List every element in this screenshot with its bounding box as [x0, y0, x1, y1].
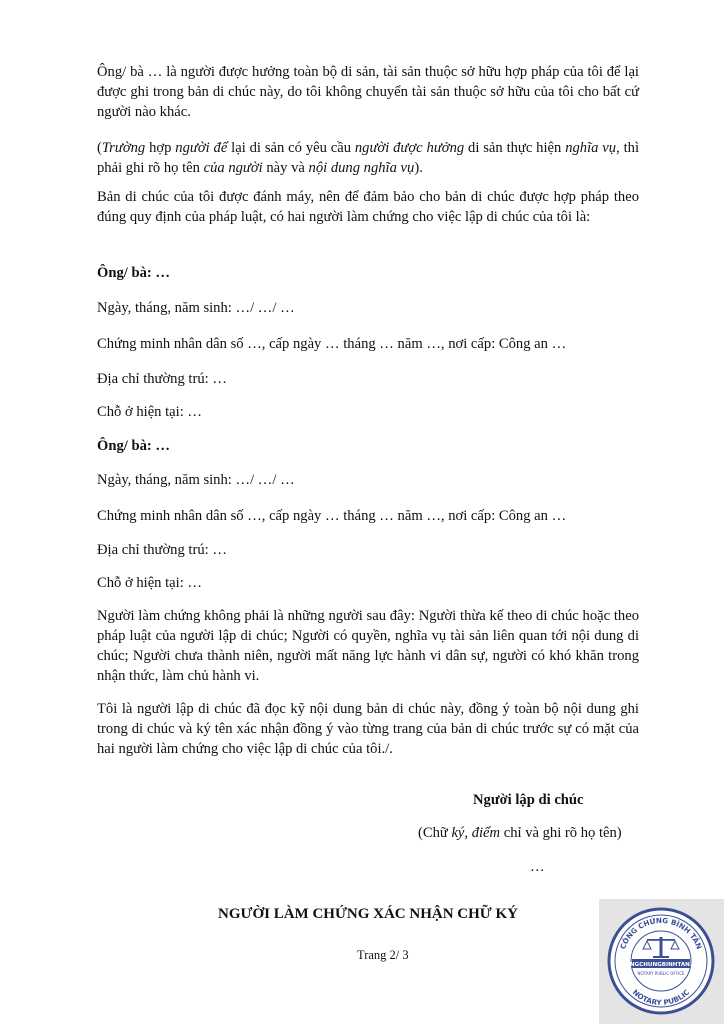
notary-seal-watermark — [599, 899, 724, 1024]
witness2-dob: Ngày, tháng, năm sinh: …/ …/ … — [97, 472, 295, 488]
note-italic: người được hưởng — [354, 140, 465, 156]
testator-signature-note — [418, 823, 622, 843]
note-italic: người để — [175, 140, 228, 156]
witness1-address: Địa chỉ thường trú: … — [97, 371, 227, 387]
note-italic: nội dung nghĩa vụ — [308, 160, 415, 176]
witness2-address: Địa chỉ thường trú: … — [97, 542, 227, 558]
seal-sub: NOTARY PUBLIC OFFICE — [637, 971, 685, 976]
note-text: lại di sản có yêu cầu — [227, 140, 355, 156]
witness1-id: Chứng minh nhân dân số …, cấp ngày … tháng … năm …, nơi cấp: Công an … — [97, 336, 567, 352]
paragraph-typed-will: Bản di chúc của tôi được đánh máy, nên để đảm bảo cho bản di chúc được hợp pháp theo đúng quy định của pháp luật, có hai người làm chứng cho việc lập di chúc của tôi là: — [97, 189, 639, 225]
signature-placeholder: … — [530, 859, 545, 875]
sig-note-text: (Chữ — [418, 825, 452, 841]
note-text: di sản thực hiện — [464, 140, 566, 156]
witness1-dob: Ngày, tháng, năm sinh: …/ …/ … — [97, 300, 295, 316]
seal-top-text: CÔNG CHỨNG BÌNH TÂN — [618, 915, 704, 951]
note-text: ( — [97, 140, 102, 156]
witness2-heading: Ông/ bà: … — [97, 438, 170, 454]
witness-confirmation-heading: NGƯỜI LÀM CHỨNG XÁC NHẬN CHỮ KÝ — [218, 906, 518, 922]
paragraph-testator-confirmation: Tôi là người lập di chúc đã đọc kỹ nội dung bản di chúc này, đồng ý toàn bộ nội dung ghi trong di chúc và ký tên xác nhận đồng ý vào từng trang của bản di chúc trước sự có mặt của hai người làm chứng cho việc lập di chúc của tôi./. — [97, 701, 639, 757]
paragraph-heir: Ông/ bà … là người được hưởng toàn bộ di sản, tài sản thuộc sở hữu hợp pháp của tôi để lại được ghi trong bản di chúc này, do tôi không chuyển tài sản thuộc sở hữu của tôi cho bất cứ người nào khác. — [97, 64, 639, 120]
note-italic: của người — [203, 160, 263, 176]
witness1-heading: Ông/ bà: … — [97, 265, 170, 281]
note-text: , thì phải ghi rõ họ tên — [97, 140, 639, 176]
note-italic: Trường — [101, 140, 146, 156]
sig-note-text: chỉ và ghi rõ họ tên) — [500, 825, 622, 841]
note-text: này và — [262, 160, 309, 176]
witness1-current: Chỗ ở hiện tại: … — [97, 404, 202, 420]
witness2-current: Chỗ ở hiện tại: … — [97, 575, 202, 591]
paragraph-witness-exclusions: Người làm chứng không phải là những người sau đây: Người thừa kế theo di chúc hoặc theo pháp luật của người lập di chúc; Người có quyền, nghĩa vụ tài sản liên quan tới nội dung di chúc; Người chưa thành niên, người mất năng lực hành vi dân sự, người có khó khăn trong nhận thức, làm chủ hành vi. — [97, 608, 639, 684]
note-text: ). — [414, 160, 423, 176]
seal-site: CONGCHUNGBINHTAN.VN — [621, 962, 701, 968]
paragraph-obligation-note — [97, 138, 639, 178]
note-italic: nghĩa vụ — [565, 140, 617, 156]
page-number: Trang 2/ 3 — [357, 948, 409, 962]
note-text: hợp — [145, 140, 176, 156]
sig-note-italic: ký, điểm — [451, 825, 501, 841]
seal-bottom-text: NOTARY PUBLIC — [630, 987, 692, 1008]
notary-seal-icon — [599, 899, 724, 1024]
testator-signature-title: Người lập di chúc — [473, 792, 584, 808]
witness2-id: Chứng minh nhân dân số …, cấp ngày … tháng … năm …, nơi cấp: Công an … — [97, 508, 567, 524]
